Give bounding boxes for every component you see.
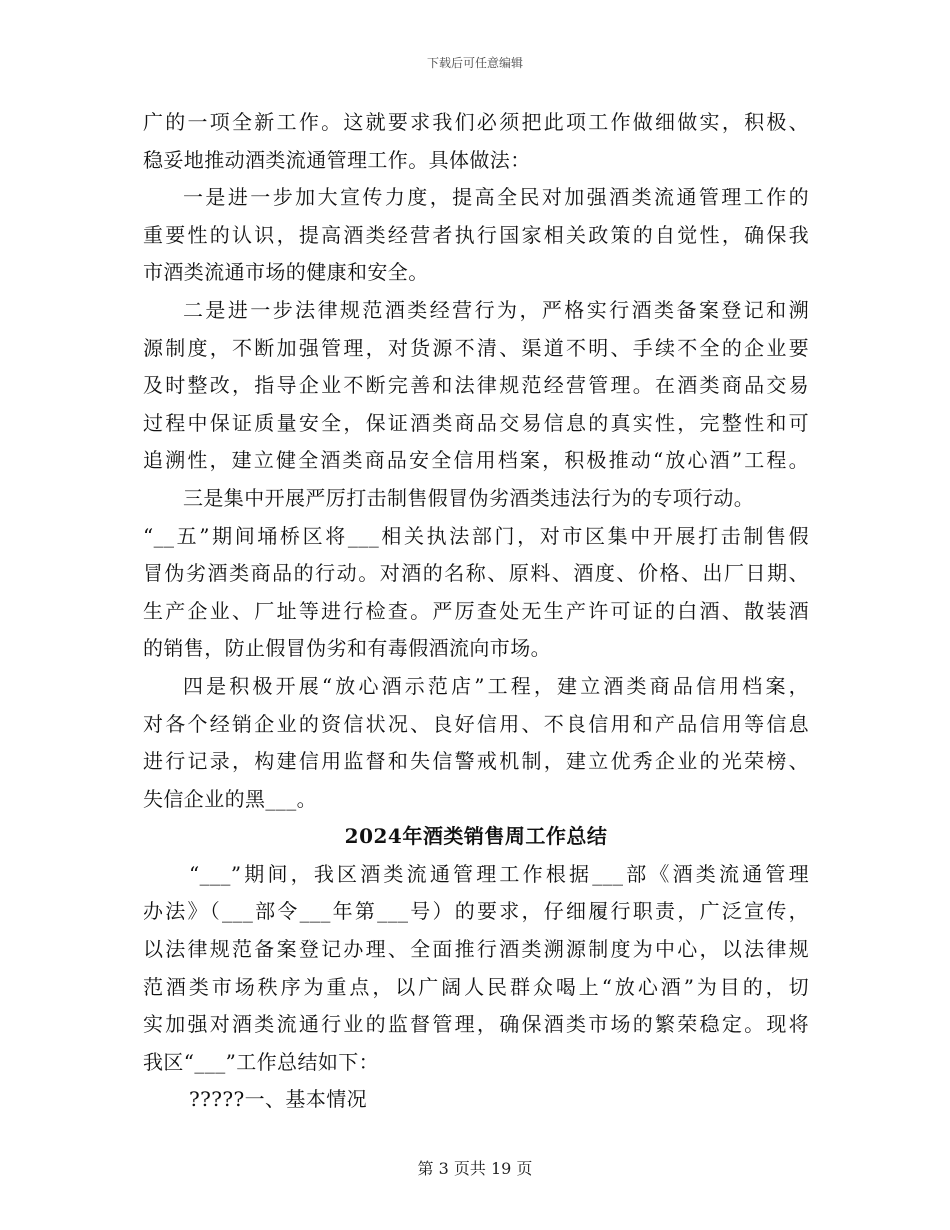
text-line: 进行记录，构建信用监督和失信警戒机制，建立优秀企业的光荣榜、 — [143, 749, 809, 774]
text-line: 以法律规范备案登记办理、全面推行酒类溯源制度为中心，以法律规 — [143, 937, 809, 962]
page-footer: 第 3 页共 19 页 — [417, 1159, 533, 1178]
text-line: 稳妥地推动酒类流通管理工作。具体做法： — [143, 147, 531, 172]
document-body — [143, 104, 809, 1119]
text-line: 生产企业、厂址等进行检查。严厉查处无生产许可证的白酒、散装酒 — [143, 598, 809, 623]
text-line: 追溯性，建立健全酒类商品安全信用档案，积极推动“放心酒”工程。 — [143, 448, 809, 473]
text-line: “__五”期间埇桥区将___相关执法部门，对市区集中开展打击制售假 — [143, 523, 809, 548]
text-line: 失信企业的黑___。 — [143, 786, 317, 811]
text-line: 我区“___”工作总结如下： — [143, 1049, 380, 1074]
paragraph-first-line: “___”期间，我区酒类流通管理工作根据___部《酒类流通管理 — [189, 861, 809, 886]
paragraph-first-line: 一是进一步加大宣传力度，提高全民对加强酒类流通管理工作的 — [183, 185, 809, 210]
text-line: 重要性的认识，提高酒类经营者执行国家相关政策的自觉性，确保我 — [143, 222, 809, 247]
text-line: 广的一项全新工作。这就要求我们必须把此项工作做细做实，积极、 — [143, 110, 809, 134]
page-header: 下载后可任意编辑 — [426, 56, 523, 70]
paragraph-first-line: 二是进一步法律规范酒类经营行为，严格实行酒类备案登记和溯 — [183, 297, 809, 322]
section-title: 2024年酒类销售周工作总结 — [344, 824, 608, 849]
text-line: 及时整改，指导企业不断完善和法律规范经营管理。在酒类商品交易 — [143, 373, 809, 398]
text-line: 办法》（___部令___年第___号）的要求，仔细履行职责，广泛宣传， — [143, 899, 809, 924]
text-line: 市酒类流通市场的健康和安全。 — [143, 260, 429, 285]
text-line: 范酒类市场秩序为重点，以广阔人民群众喝上“放心酒”为目的，切 — [143, 974, 809, 999]
paragraph-first-line: 三是集中开展严厉打击制售假冒伪劣酒类违法行为的专项行动。 — [183, 485, 755, 510]
subsection-heading: ?????一、基本情况 — [189, 1087, 368, 1112]
paragraph-first-line: 四是积极开展“放心酒示范店”工程，建立酒类商品信用档案， — [183, 673, 809, 698]
text-line: 实加强对酒类流通行业的监督管理，确保酒类市场的繁荣稳定。现将 — [143, 1012, 809, 1037]
text-line: 冒伪劣酒类商品的行动。对酒的名称、原料、酒度、价格、出厂日期、 — [143, 561, 809, 586]
text-line: 对各个经销企业的资信状况、良好信用、不良信用和产品信用等信息 — [143, 711, 809, 736]
text-line: 过程中保证质量安全，保证酒类商品交易信息的真实性，完整性和可 — [143, 410, 809, 435]
text-line: 源制度，不断加强管理，对货源不清、渠道不明、手续不全的企业要 — [143, 335, 809, 360]
text-line: 的销售，防止假冒伪劣和有毒假酒流向市场。 — [143, 636, 551, 661]
